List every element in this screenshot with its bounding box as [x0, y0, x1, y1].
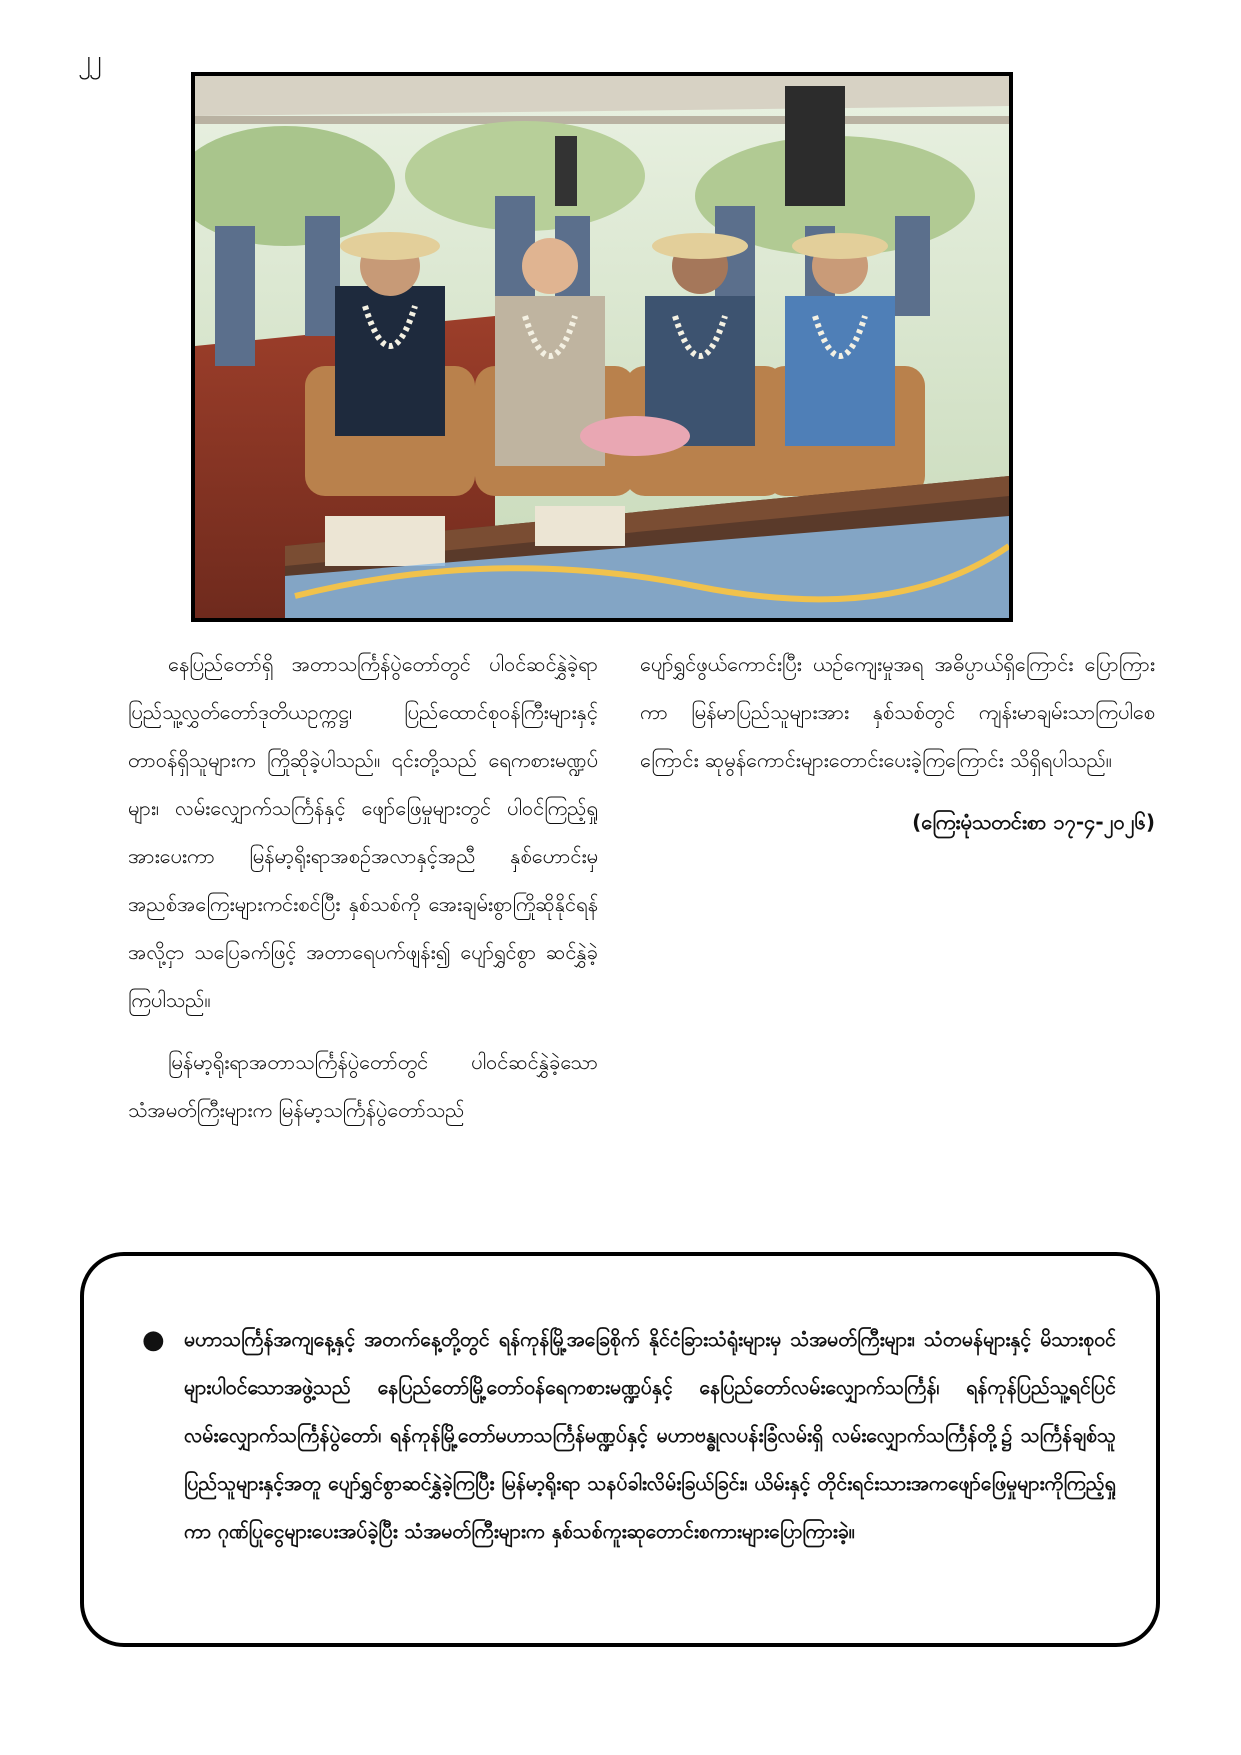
- highlight-box: [80, 1252, 1160, 1647]
- event-photo: [191, 72, 1013, 622]
- highlight-item: [142, 1316, 1116, 1556]
- article-paragraph: မြန်မာ့ရိုးရာအတာသင်္ကြန်ပွဲတော်တွင် ပါဝင်ဆင်နွှဲခဲ့သော သံအမတ်ကြီးများက မြန်မာ့သင်္ကြန်ပွဲတော်သည်: [128, 1050, 598, 1122]
- article-paragraph: ပျော်ရွှင်ဖွယ်ကောင်းပြီး ယဉ်ကျေးမှုအရ အဓိပ္ပာယ်ရှိကြောင်း ပြောကြားကာ မြန်မာပြည်သူများအား နှစ်သစ်တွင် ကျန်းမာချမ်းသာကြပါစေကြောင်း ဆုမွန်ကောင်းများတောင်းပေးခဲ့ကြကြောင်း သိရှိရပါသည်။: [640, 652, 1155, 772]
- highlight-text: မဟာသင်္ကြန်အကျနေ့နှင့် အတက်နေ့တို့တွင် ရန်ကုန်မြို့အခြေစိုက် နိုင်ငံခြားသံရုံးများမှ သံအမတ်ကြီးများ၊ သံတမန်များနှင့် မိသားစုဝင်များပါဝင်သောအဖွဲ့သည် နေပြည်တော်မြို့တော်ဝန်ရေကစားမဏ္ဍပ်နှင့် နေပြည်တော်လမ်းလျှောက်သင်္ကြန်၊ ရန်ကုန်ပြည်သူ့ရင်ပြင်လမ်းလျှောက်သင်္ကြန်ပွဲတော်၊ ရန်ကုန်မြို့တော်မဟာသင်္ကြန်မဏ္ဍပ်နှင့် မဟာဗန္ဓုလပန်းခြံလမ်းရှိ လမ်းလျှောက်သင်္ကြန်တို့၌ သင်္ကြန်ချစ်သူ ပြည်သူများနှင့်အတူ ပျော်ရွှင်စွာဆင်နွှဲခဲ့ကြပြီး မြန်မာ့ရိုးရာ သနပ်ခါးလိမ်းခြယ်ခြင်း၊ ယိမ်းနှင့် တိုင်းရင်းသားအကဖျော်ဖြေမှုများကိုကြည့်ရှုကာ ဂုဏ်ပြုငွေများပေးအပ်ခဲ့ပြီး သံအမတ်ကြီးများက နှစ်သစ်ကူးဆုတောင်းစကားများပြောကြားခဲ့။: [184, 1328, 1116, 1543]
- article-column-right: [640, 640, 1155, 846]
- page-number: ၂၂: [78, 45, 100, 75]
- photo-icon: [195, 76, 1009, 618]
- bullet-icon: ●: [142, 1325, 165, 1355]
- article-paragraph: နေပြည်တော်ရှိ အတာသင်္ကြန်ပွဲတော်တွင် ပါဝင်ဆင်နွှဲခဲ့ရာ ပြည်သူ့လွှတ်တော်ဒုတိယဥက္ကဋ္ဌ၊ ပြည်ထောင်စုဝန်ကြီးများနှင့်တာဝန်ရှိသူများက ကြိုဆိုခဲ့ပါသည်။ ၎င်းတို့သည် ရေကစားမဏ္ဍပ်များ၊ လမ်းလျှောက်သင်္ကြန်နှင့် ဖျော်ဖြေမှုများတွင် ပါဝင်ကြည့်ရှုအားပေးကာ မြန်မာ့ရိုးရာအစဉ်အလာနှင့်အညီ နှစ်ဟောင်းမှ အညစ်အကြေးများကင်းစင်ပြီး နှစ်သစ်ကို အေးချမ်းစွာကြိုဆိုနိုင်ရန် အလို့ငှာ သပြေခက်ဖြင့် အတာရေပက်ဖျန်း၍ ပျော်ရွှင်စွာ ဆင်နွှဲခဲ့ကြပါသည်။: [128, 652, 598, 1012]
- source-citation: (ကြေးမုံသတင်းစာ ၁၇-၄-၂၀၂၆): [912, 810, 1155, 834]
- article-column-left: [128, 640, 598, 1148]
